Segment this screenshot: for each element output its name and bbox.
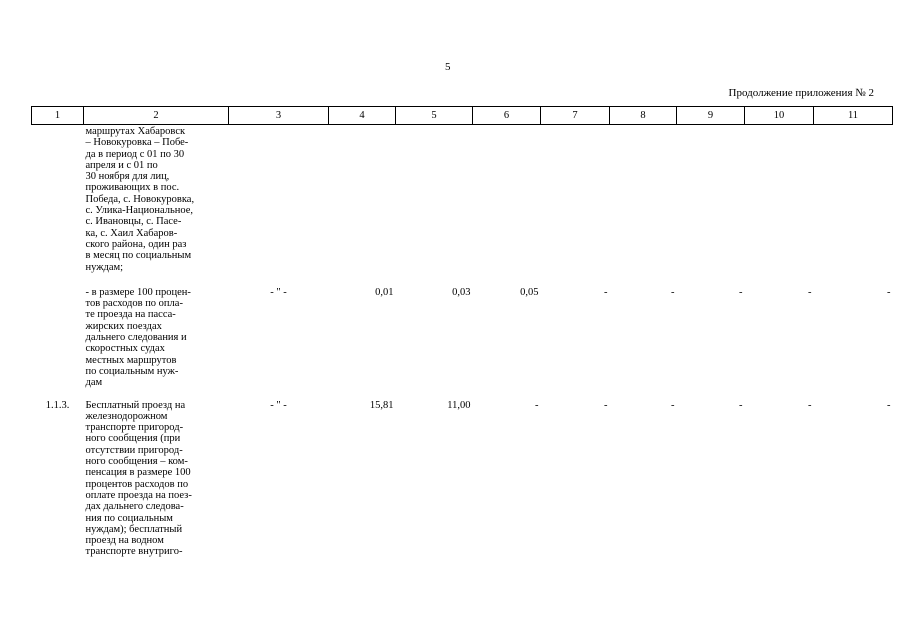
description-line: Победа, с. Новокуровка, xyxy=(85,193,195,205)
description-line: транспорте внутриго- xyxy=(85,546,183,558)
description-line: ка, с. Хаил Хабаров- xyxy=(85,227,178,239)
row-description xyxy=(84,287,229,400)
description-line: ного сообщения – ком- xyxy=(85,456,188,468)
description-line: оплате проезда на поез- xyxy=(85,489,192,501)
cell-col4 xyxy=(329,125,396,287)
page-number: 5 xyxy=(445,61,451,73)
description-line: да в период с 01 по 30 xyxy=(85,148,185,160)
cell-col7: - xyxy=(604,399,608,411)
description-line: Бесплатный проезд на xyxy=(85,399,186,411)
cell-col7: - xyxy=(604,286,608,298)
description-line: маршрутах Хабаровск xyxy=(85,126,186,137)
description-line: ния по социальным xyxy=(85,512,173,524)
cell-col8 xyxy=(610,125,677,287)
cell-col8: - xyxy=(671,399,675,411)
cell-col10: - xyxy=(808,399,812,411)
cell-col10: - xyxy=(808,286,812,298)
column-header: 3 xyxy=(229,107,329,125)
cell-col6: 0,05 xyxy=(520,286,539,298)
cell-col3: - " - xyxy=(270,399,287,411)
description-line: дальнего следования и xyxy=(85,332,187,344)
row-description xyxy=(84,400,229,558)
column-header: 11 xyxy=(814,107,893,125)
column-header: 2 xyxy=(84,107,229,125)
table-row xyxy=(32,287,893,400)
description-line: те проезда на пасса- xyxy=(85,309,176,321)
cell-col5 xyxy=(396,125,473,287)
description-line: в месяц по социальным xyxy=(85,250,192,262)
cell-col3: - " - xyxy=(270,286,287,298)
description-line: проживающих в пос. xyxy=(85,182,180,194)
cell-col6: - xyxy=(535,399,539,411)
column-header: 9 xyxy=(677,107,745,125)
cell-col9 xyxy=(677,125,745,287)
column-header: 1 xyxy=(32,107,84,125)
cell-col4: 15,81 xyxy=(369,399,394,411)
description-line: по социальным нуж- xyxy=(85,365,179,377)
description-line: ного сообщения (при xyxy=(85,433,181,445)
cell-col4: 0,01 xyxy=(375,286,394,298)
cell-col5: 11,00 xyxy=(447,399,471,411)
description-line: дах дальнего следова- xyxy=(85,501,184,513)
cell-col11 xyxy=(814,125,893,287)
description-line: процентов расходов по xyxy=(85,478,189,490)
description-line: нуждам); бесплатный xyxy=(85,523,183,535)
description-line: транспорте пригород- xyxy=(85,422,184,434)
table-row xyxy=(32,125,893,287)
description-line: с. Ивановцы, с. Пасе- xyxy=(85,216,182,228)
column-header: 10 xyxy=(745,107,814,125)
description-line: – Новокуровка – Побе- xyxy=(85,137,189,149)
row-code xyxy=(32,287,84,400)
cell-col6 xyxy=(473,125,541,287)
description-line: местных маршрутов xyxy=(85,354,177,366)
description-line: проезд на водном xyxy=(85,535,164,547)
cell-col3 xyxy=(229,125,329,287)
description-line: жирских поездах xyxy=(85,320,162,332)
cell-col10 xyxy=(745,125,814,287)
description-line: дам xyxy=(85,377,103,389)
row-description xyxy=(84,125,229,287)
row-code xyxy=(32,125,84,287)
description-line: скоростных судах xyxy=(85,343,165,355)
cell-col9: - xyxy=(739,399,743,411)
description-line: - в размере 100 процен- xyxy=(85,286,191,298)
description-line: отсутствии пригород- xyxy=(85,444,183,456)
description-line: железнодорожном xyxy=(85,410,168,422)
column-header: 6 xyxy=(473,107,541,125)
cell-col11: - xyxy=(887,399,891,411)
cell-col7 xyxy=(541,125,610,287)
cell-col11: - xyxy=(887,286,891,298)
description-line: нуждам; xyxy=(85,261,124,273)
description-line: с. Улика-Национальное, xyxy=(85,205,194,217)
column-header: 4 xyxy=(329,107,396,125)
cell-col9: - xyxy=(739,286,743,298)
description-line: пенсация в размере 100 xyxy=(85,467,191,479)
column-header: 5 xyxy=(396,107,473,125)
cell-col5: 0,03 xyxy=(452,286,471,298)
description-line: тов расходов по опла- xyxy=(85,298,183,310)
column-header: 7 xyxy=(541,107,610,125)
continuation-label: Продолжение приложения № 2 xyxy=(728,87,874,99)
description-line: ского района, один раз xyxy=(85,238,187,250)
description-line: апреля и с 01 по xyxy=(85,159,158,171)
table-row xyxy=(32,400,893,558)
appendix-table xyxy=(31,106,893,558)
column-header: 8 xyxy=(610,107,677,125)
description-line: 30 ноября для лиц, xyxy=(85,171,170,183)
header-row xyxy=(32,107,893,125)
cell-col8: - xyxy=(671,286,675,298)
row-code: 1.1.3. xyxy=(45,399,70,411)
